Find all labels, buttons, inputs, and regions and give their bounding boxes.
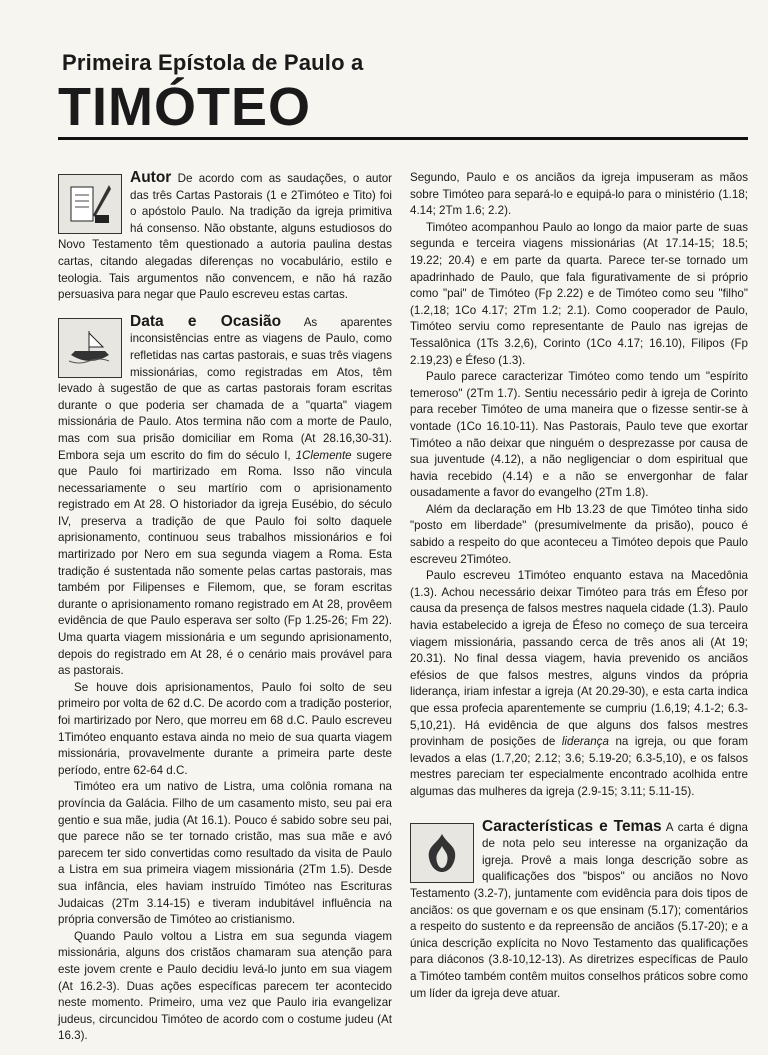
data-p2: Se houve dois aprisionamentos, Paulo foi solto de seu primeiro por volta de 62 d.C. De acordo com a tradição posterior, foi martirizado por Nero, que morreu em 68 d.C. Paulo escreveu 1Timóteo enquanto estava ainda no meio de sua quarta viagem missionária, provavelmente durante a primeira parte deste período, entre 62-64 d.C. [58,680,392,777]
book-title: TIMÓTEO [58,77,311,137]
heading-autor: Autor [130,169,172,186]
data-p4: Quando Paulo voltou a Listra em sua segunda viagem missionária, alguns dos cristãos chamaram sua atenção para este jovem crente e Paulo decidiu levá-lo junto em sua viagem (At 16.2-3). Duas ações específicas parecem ter acontecido neste momento. Primeiro, uma vez que Paulo iria evangelizar judeus, circuncidou Timóteo de acordo com o costume judeu (At 16.3). [58,929,392,1043]
data-r5-em: liderança [561,735,609,749]
section-data-ocasiao [58,314,392,1045]
data-p1: As aparentes inconsistências entre as viagens de Paulo, como refletidas nas cartas pastorais, e suas três viagens missionárias, como registradas em Atos, têm levado à sugestão de que as cartas pastorais foram escritas durante o que poderia ser chamada de a "quarta" viagem missionária de Paulo. Atos termina não com a morte de Paulo, mas com sua prisão domiciliar em Roma (At 28.16,30-31). Embora seja um escrito do fim do século I, [58,315,392,462]
data-r1: Segundo, Paulo e os anciãos da igreja impuseram as mãos sobre Timóteo para separá-lo e equipá-lo para o ministério (1.18; 4.14; 2Tm 1.6; 2.2). [410,171,748,218]
data-r5-rest: na igreja, ou que foram levados a elas (1.7,20; 2.12; 3.6; 5.19-20; 6.3-5,10), e os falsos mestres pareciam ter especialmente encontrado acolhida entre algumas das mulheres da igreja (2.9-15; 3.11; 5.11-15). [410,735,748,798]
heading-caracteristicas: Características e Temas [482,817,662,835]
data-r3: Paulo parece caracterizar Timóteo como tendo um "espírito temeroso" (2Tm 1.7). Sentiu necessário pedir à igreja de Corinto para receber Timóteo de uma maneira que o fizesse sentir-se à vontade (1Co 16.10-11). Nas Pastorais, Paulo teve que exortar Timóteo a não deixar que ninguém o desprezasse por causa de sua juventude (4.12), a não negligenciar o dom espiritual que havia recebido (4.14) e a não se envergonhar de falar ousadamente a favor do evangelho (2Tm 1.8). [410,370,748,500]
data-p1-rest: sugere que Paulo foi martirizado em Roma. Isso não vincula necessariamente o seu martírio com o aprisionamento registrado em At 28. O historiador da igreja Eusébio, do século IV, preserva a tradição de que Paulo foi solto daquele aprisionamento, continuou seus trabalhos missionários e foi martirizado por Nero em sua segunda viagem a Roma. Esta tradição é sustentada não somente pelas cartas pastorais, mas também por Filipenses e Filemom, que, se foram escritas durante o aprisionamento romano registrado em At 28, provêem evidência de que Paulo esperava ser solto (Fp 1.25-26; Fm 22). Uma quarta viagem missionária e um segundo aprisionamento, depois do registrado em At 28, é o cenário mais provável para as pastorais. [58,448,393,678]
data-r4: Além da declaração em Hb 13.23 de que Timóteo tinha sido "posto em liberdade" (presumivelmente da prisão), pouco é sabido a respeito do que aconteceu a Timóteo depois que Paulo escreveu 2Timóteo. [410,502,748,566]
header-rule [58,137,748,140]
data-r2: Timóteo acompanhou Paulo ao longo da maior parte de suas segunda e terceira viagens missionárias (At 17.14-15; 18.5; 19.22; 20.4) e em parte da quarta. Parece ter-se tornado um apadrinhado de Paulo, que fala figurativamente de si próprio como "pai" de Timóteo (Fp 2.22) e de Timóteo como seu "filho" (1.2,18; 1Co 4.17; 2Tm 1.2; 2.1). Como cooperador de Paulo, Timóteo serviu como representante de Paulo nas igrejas de Tessalônica (1Ts 3.2,6), Corinto (1Co 4.17; 16.10), Filipos (Fp 2.19,23) e Éfeso (1.3). [410,220,748,367]
flame-icon [410,823,474,883]
quill-scroll-icon [58,174,122,234]
autor-p1: De acordo com as saudações, o autor das três Cartas Pastorais (1 e 2Timóteo e Tito) foi o apóstolo Paulo. Na tradição da igreja primitiva há consenso. Não obstante, alguns estudiosos do Novo Testamento têm questionado a autoria paulina destas cartas, citando alegadas diferenças no vocabulário, estilo e teologia. Tais argumentos não convencem, e não há razão persuasiva para negar que Paulo escreveu estas cartas. [58,172,392,302]
book-kicker: Primeira Epístola de Paulo a [62,50,364,75]
ship-icon [58,318,122,378]
caracteristicas-p1: A carta é digna de nota pelo seu interesse na organização da igreja. Provê a mais longa descrição sobre as qualificações dos "bispos" ou anciãos no Novo Testamento (3.2-7), juntamente com evidência para dois tipos de anciãos: os que governam e os que ensinam (5.17); comentários a respeito do sustento e da repreensão de anciãos (5.17-20); e a única descrição explícita no Novo Testamento das qualificações para diáconos (3.8-10,12-13). As diretrizes específicas de Paulo a Timóteo também contêm muitos conselhos práticos sobre como um líder da igreja deve atuar. [410,820,748,1000]
left-column [58,170,392,1055]
section-caracteristicas [410,819,748,1003]
data-r5: Paulo escreveu 1Timóteo enquanto estava na Macedônia (1.3). Achou necessário deixar Timóteo para trás em Éfeso por causa da presença de falsos mestres naquela cidade (1.3). Paulo havia estabelecido a igreja de Éfeso no começo de sua terceira viagem missionária, passando cerca de três anos ali (At 19; 20.31). No final dessa viagem, havia prevenido os anciãos efésios de que falsos mestres, alguns vindos da própria liderança, iriam infestar a igreja (At 20.29-30), e esta carta indica que essa profecia aparentemente se cumpriu (1.6,19; 4.1-2; 6.3-5,10,21). Há evidência de que alguns dos falsos mestres provinham de posições de [410,569,748,749]
heading-data-ocasiao: Data e Ocasião [130,312,282,330]
right-column [410,170,748,1012]
data-p3: Timóteo era um nativo de Listra, uma colônia romana na província da Galácia. Filho de um casamento misto, seu pai era gentio e sua mãe, judia (At 16.1). Pouco é sabido sobre seu pai, que parece não se ter tornado cristão, mas sua mãe e avó parecem ter sido convertidas como resultado da visita de Paulo a Listra em sua primeira viagem missionária (2Tm 1.5). Desde sua infância, eles haviam instruído Timóteo nas Escrituras Judaicas (2Tm 3.14-15) e tiveram indubitável influência na própria conversão de Timóteo ao cristianismo. [58,780,392,927]
data-p1-em: 1Clemente [295,448,352,462]
section-autor [58,170,392,304]
